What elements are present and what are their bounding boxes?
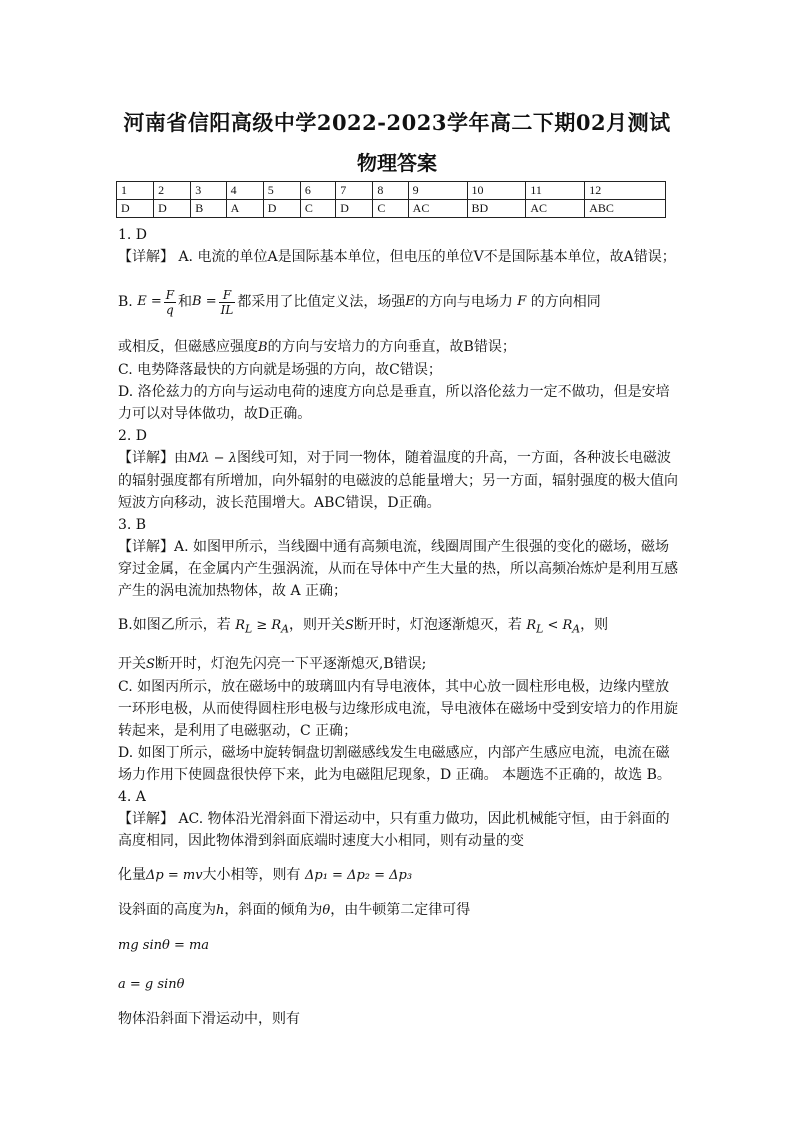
- q1-option-b-continued: 或相反，但磁感应强度B的方向与安培力的方向垂直，故B错误；: [118, 339, 516, 355]
- answer-cell: B: [191, 200, 226, 218]
- q4-equation-1: mg sinθ = ma: [118, 937, 210, 953]
- fraction-f-over-il: $\frac{F}{IL}$: [220, 287, 234, 317]
- q4-momentum-line: 化量Δp = mv大小相等，则有 Δp₁ = Δp₂ = Δp₃: [118, 866, 413, 883]
- question-number-cell: 9: [408, 182, 467, 200]
- page-title: 河南省信阳高级中学2022-2023学年高二下期02月测试: [123, 110, 671, 135]
- q1-option-c: C. 电势降落最快的方向就是场强的方向，故C错误；: [118, 362, 442, 378]
- answer-table-answer-row: [117, 200, 666, 218]
- answer-cell: C: [300, 200, 335, 218]
- question-number-cell: 2: [154, 182, 191, 200]
- q2-explanation: 【详解】由Mλ − λ图线可知，对于同一物体，随着温度的升高，一方面，各种波长电磁波的辐射强度都有所增加，向外辐射的电磁波的总能量增大；另一方面，辐射强度的极大值向短波方向移动，波长范围增大。ABC错误，D正确。: [118, 450, 678, 511]
- question-number-cell: 8: [373, 182, 408, 200]
- question-number-cell: 7: [336, 182, 373, 200]
- q2-heading: 2. D: [118, 428, 148, 444]
- answer-cell: D: [154, 200, 191, 218]
- q3-option-d: D. 如图丁所示，磁场中旋转铜盘切割磁感线发生电磁感应，内部产生感应电流，电流在磁场力作用下使圆盘很快停下来，此为电磁阻尼现象，D 正确。 本题选不正确的，故选 B。: [118, 744, 671, 783]
- question-number-cell: 6: [300, 182, 335, 200]
- answer-cell: AC: [408, 200, 467, 218]
- q1-option-a: 【详解】 A. 电流的单位A是国际基本单位，但电压的单位V不是国际基本单位，故A错误；: [118, 249, 676, 265]
- page-subtitle: 物理答案: [357, 151, 437, 175]
- question-number-cell: 5: [263, 182, 300, 200]
- q1-option-d: D. 洛伦兹力的方向与运动电荷的速度方向总是垂直，所以洛伦兹力一定不做功，但是安培力可以对导体做功，故D正确。: [118, 384, 670, 422]
- answer-cell: C: [373, 200, 408, 218]
- question-number-cell: 10: [467, 182, 526, 200]
- answer-cell: A: [226, 200, 263, 218]
- fraction-f-over-q: $\frac{F}{q}$: [165, 287, 175, 317]
- q4-option-ac: 【详解】 AC. 物体沿光滑斜面下滑运动中，只有重力做功，因此机械能守恒，由于斜面的高度相同，因此物体滑到斜面底端时速度大小相同，则有动量的变: [118, 810, 670, 849]
- question-number-cell: 11: [526, 182, 585, 200]
- question-number-cell: 12: [585, 182, 666, 200]
- answer-cell: ABC: [585, 200, 666, 218]
- answer-cell: BD: [467, 200, 526, 218]
- answer-cell: D: [263, 200, 300, 218]
- q3-option-b: B.如图乙所示，若 $R_L \ge R_A$，则开关S断开时，灯泡逐渐熄灭，若 $R_L < R_A$，则: [118, 617, 609, 636]
- question-number-cell: 1: [117, 182, 154, 200]
- question-number-cell: 3: [191, 182, 226, 200]
- q4-equation-2: a = g sinθ: [118, 976, 185, 992]
- q4-heading: 4. A: [118, 788, 146, 805]
- answer-table-number-row: [117, 182, 666, 200]
- q3-option-a: 【详解】A. 如图甲所示，当线圈中通有高频电流，线圈周围产生很强的变化的磁场，磁场穿过金属，在金属内产生强涡流，从而在导体中产生大量的热，所以高频冶炼炉是利用互感产生的涡电流加热物体，故 A 正确；: [118, 539, 678, 599]
- solution-body: [118, 224, 682, 1030]
- q1-option-b: B. E = $\frac{F}{q}$ 和 B = $\frac{F}{IL}$ 都采用了比值定义法，场强 E 的方向与电场力 F 的方向相同: [118, 287, 601, 317]
- answer-table: [116, 181, 666, 218]
- question-number-cell: 4: [226, 182, 263, 200]
- q4-closing-line: 物体沿斜面下滑运动中，则有: [118, 1010, 300, 1027]
- answer-cell: AC: [526, 200, 585, 218]
- q3-heading: 3. B: [118, 517, 147, 533]
- q1-heading: 1. D: [118, 227, 148, 243]
- answer-cell: D: [117, 200, 154, 218]
- q3-option-c: C. 如图丙所示，放在磁场中的玻璃皿内有导电液体，其中心放一圆柱形电极，边缘内壁放一环形电极，从而使得圆柱形电极与边缘形成电流，导电液体在磁场中受到安培力的作用旋转起来，是利用了电磁驱动，C 正确；: [118, 678, 678, 739]
- answer-cell: D: [336, 200, 373, 218]
- q4-incline-line: 设斜面的高度为h，斜面的倾角为θ，由牛顿第二定律可得: [118, 901, 471, 918]
- q3-option-b-continued: 开关S断开时，灯泡先闪亮一下平逐渐熄灭,B错误;: [118, 655, 427, 672]
